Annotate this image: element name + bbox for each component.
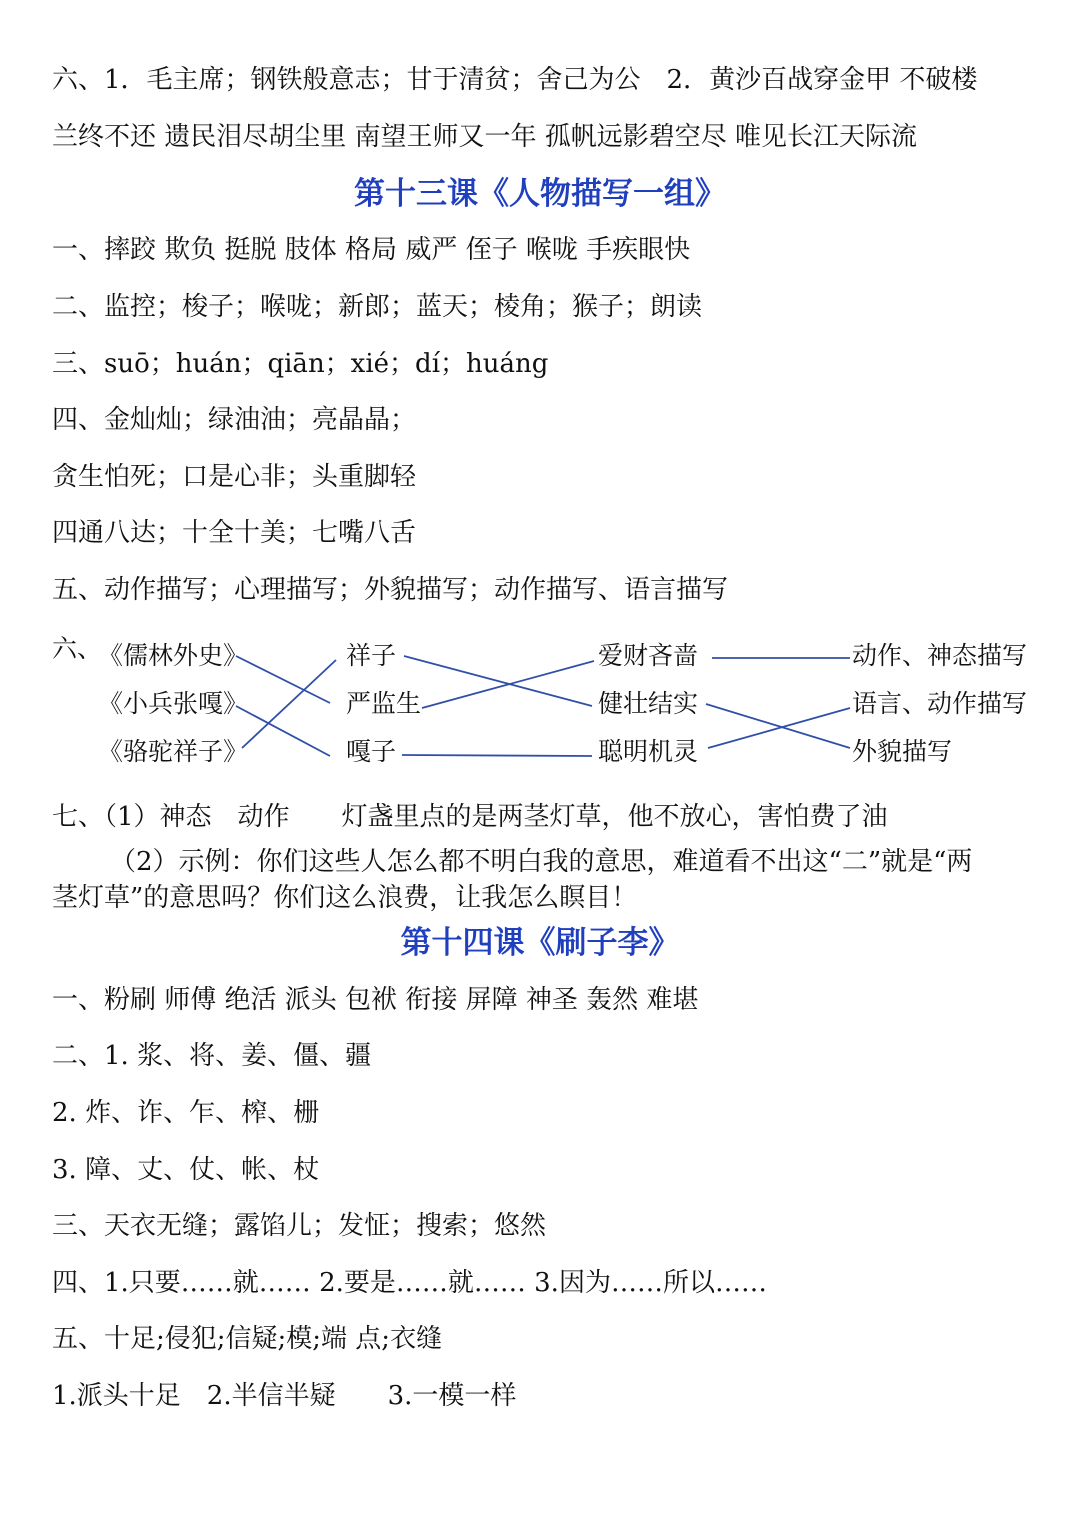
match-line-luotuo-xiangzi (242, 660, 336, 748)
lesson14-q5-line-2: 1.派头十足 2.半信半疑 3.一模一样 (52, 1381, 517, 1411)
match-line-yanjiansheng-aicai (422, 661, 594, 708)
lesson13-q3: 三、suō；huán；qiān；xié；dí；huáng (52, 349, 549, 379)
character-label-gazi: 嘎子 (346, 737, 397, 766)
lesson14-q4: 四、1.只要……就…… 2.要是……就…… 3.因为……所以…… (52, 1268, 767, 1298)
character-label-yanjiansheng: 严监生 (346, 689, 422, 718)
book-label-xiaobing: 《小兵张嘎》 (98, 689, 249, 718)
lesson14-q3: 三、天衣无缝；露馅儿；发怔；搜索；悠然 (52, 1211, 547, 1241)
trait-label-aicai: 爱财吝啬 (598, 641, 699, 670)
lesson13-q7-line-2: （2）示例：你们这些人怎么都不明白我的意思，难道看不出这“二”就是“两 (110, 847, 973, 877)
top-answer-line-1: 六、1．毛主席；钢铁般意志；甘于清贫；舍己为公 2．黄沙百战穿金甲 不破楼 (52, 65, 978, 95)
match-line-rulin-yanjiansheng (236, 656, 330, 703)
trait-label-congming: 聪明机灵 (598, 737, 699, 766)
top-answer-line-2: 兰终不还 遗民泪尽胡尘里 南望王师又一年 孤帆远影碧空尽 唯见长江天际流 (52, 122, 918, 152)
lesson13-q7-line-3: 茎灯草”的意思吗？你们这么浪费，让我怎么瞑目！ (52, 883, 638, 913)
lesson13-q4-line-3: 四通八达；十全十美；七嘴八舌 (52, 518, 417, 548)
lesson14-title: 第十四课《刷子李》 (400, 925, 680, 961)
lesson14-q1: 一、粉刷 师傅 绝活 派头 包袱 衔接 屏障 神圣 轰然 难堪 (52, 985, 699, 1015)
lesson13-q2: 二、监控；梭子；喉咙；新郎；蓝天；棱角；猴子；朗读 (52, 292, 703, 322)
lesson14-q5-line-1: 五、十足;侵犯;信疑;模;端 点;衣缝 (52, 1324, 443, 1354)
lesson13-q4-line-1: 四、金灿灿；绿油油；亮晶晶； (52, 405, 417, 435)
lesson14-q2-line-1: 二、1. 浆、将、姜、僵、疆 (52, 1041, 372, 1071)
book-label-luotuo: 《骆驼祥子》 (98, 737, 249, 766)
match-line-gazi-congming (402, 755, 592, 756)
match-line-congming-yuyan (708, 708, 850, 748)
method-label-yuyan-dongzuo: 语言、动作描写 (852, 689, 1028, 718)
lesson13-q1: 一、摔跤 欺负 挺脱 肢体 格局 威严 侄子 喉咙 手疾眼快 (52, 235, 691, 265)
character-label-xiangzi: 祥子 (346, 641, 397, 670)
lesson13-q7-line-1: 七、（1）神态 动作 灯盏里点的是两茎灯草，他不放心，害怕费了油 (52, 802, 888, 832)
trait-label-jianzhuang: 健壮结实 (598, 689, 699, 718)
lesson14-q2-line-2: 2. 炸、诈、乍、榨、栅 (52, 1098, 320, 1128)
match-line-jianzhuang-waimao (706, 704, 850, 748)
match-line-xiangzi-jianzhuang (404, 656, 592, 706)
matching-prefix: 六、 (52, 634, 103, 663)
match-line-xiaobing-gazi (236, 706, 330, 756)
lesson13-q4-line-2: 贪生怕死；口是心非；头重脚轻 (52, 462, 417, 492)
book-label-rulin: 《儒林外史》 (98, 641, 249, 670)
method-label-waimao: 外貌描写 (852, 737, 953, 766)
lesson13-title: 第十三课《人物描写一组》 (354, 176, 726, 212)
method-label-dongzuo-shentai: 动作、神态描写 (852, 641, 1028, 670)
lesson14-q2-line-3: 3. 障、丈、仗、帐、杖 (52, 1155, 320, 1185)
lesson13-q5: 五、动作描写；心理描写；外貌描写；动作描写、语言描写 (52, 575, 729, 605)
